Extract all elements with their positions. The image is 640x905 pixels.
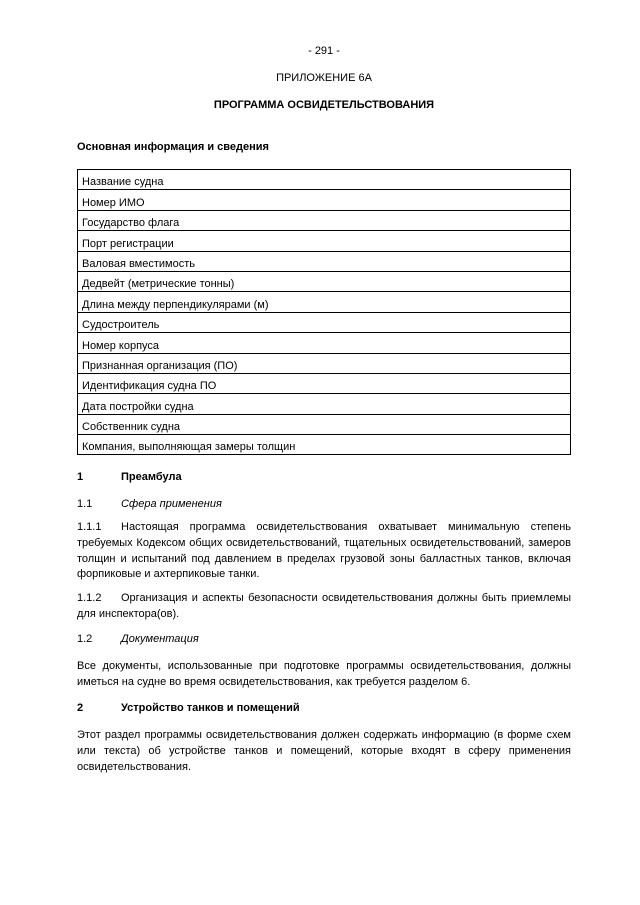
table-cell: Признанная организация (ПО) [78, 353, 571, 373]
section-title: Документация [121, 633, 199, 645]
table-cell: Государство флага [78, 210, 571, 230]
table-row [78, 312, 571, 332]
table-cell: Компания, выполняющая замеры толщин [78, 435, 571, 455]
section-title: Преамбула [121, 471, 182, 483]
section-number: 1 [77, 471, 84, 483]
table-cell: Номер ИМО [78, 190, 571, 210]
table-row [78, 414, 571, 434]
table-cell: Судостроитель [78, 312, 571, 332]
paragraph-text: Организация и аспекты безопасности освидетельствования должны быть приемлемы для инспектора(ов). [77, 592, 571, 620]
table-row [78, 170, 571, 190]
paragraph-number: 1.1.1 [77, 521, 102, 533]
vessel-info-table [77, 169, 571, 455]
table-row [78, 190, 571, 210]
table-cell: Идентификация судна ПО [78, 373, 571, 393]
document-title: ПРОГРАММА ОСВИДЕТЕЛЬСТВОВАНИЯ [213, 99, 435, 111]
section-number: 1.2 [77, 633, 93, 645]
table-row [78, 271, 571, 291]
table-cell: Порт регистрации [78, 231, 571, 251]
section-title: Сфера применения [121, 498, 222, 510]
table-row [78, 210, 571, 230]
table-cell: Дедвейт (метрические тонны) [78, 271, 571, 291]
page-number: - 291 - [308, 45, 340, 57]
table-row [78, 333, 571, 353]
table-row [78, 394, 571, 414]
table-cell: Название судна [78, 170, 571, 190]
table-row [78, 353, 571, 373]
section-number: 1.1 [77, 498, 93, 510]
paragraph-1-2: Все документы, использованные при подготовке программы освидетельствования, должны иметься на судне во время освидетельствования, как требуется разделом 6. [77, 660, 571, 688]
paragraph-2: Этот раздел программы освидетельствования должен содержать информацию (в форме схем или текста) об устройстве танков и помещений, которые входят в сферу применения освидетельствования. [77, 729, 571, 773]
table-row [78, 373, 571, 393]
table-cell: Собственник судна [78, 414, 571, 434]
table-cell: Валовая вместимость [78, 251, 571, 271]
table-row [78, 435, 571, 455]
paragraph-text: Настоящая программа освидетельствования охватывает минимальную степень требуемых Кодексом общих освидетельствований, тщательных освидетельствований, замеров толщин и испытаний под давлением в пределах грузовой зоны балластных танков, включая форпиковые и ахтерпиковые танки. [77, 521, 571, 581]
paragraph-1-1-2 [77, 591, 571, 623]
appendix-label: ПРИЛОЖЕНИЕ 6А [276, 72, 372, 84]
table-cell: Дата постройки судна [78, 394, 571, 414]
info-section-heading: Основная информация и сведения [77, 141, 269, 153]
section-title: Устройство танков и помещений [121, 702, 300, 714]
section-number: 2 [77, 702, 84, 714]
table-cell: Длина между перпендикулярами (м) [78, 292, 571, 312]
paragraph-number: 1.1.2 [77, 592, 102, 604]
table-row [78, 231, 571, 251]
table-cell: Номер корпуса [78, 333, 571, 353]
table-row [78, 251, 571, 271]
table-row [78, 292, 571, 312]
paragraph-1-1-1 [77, 520, 571, 583]
